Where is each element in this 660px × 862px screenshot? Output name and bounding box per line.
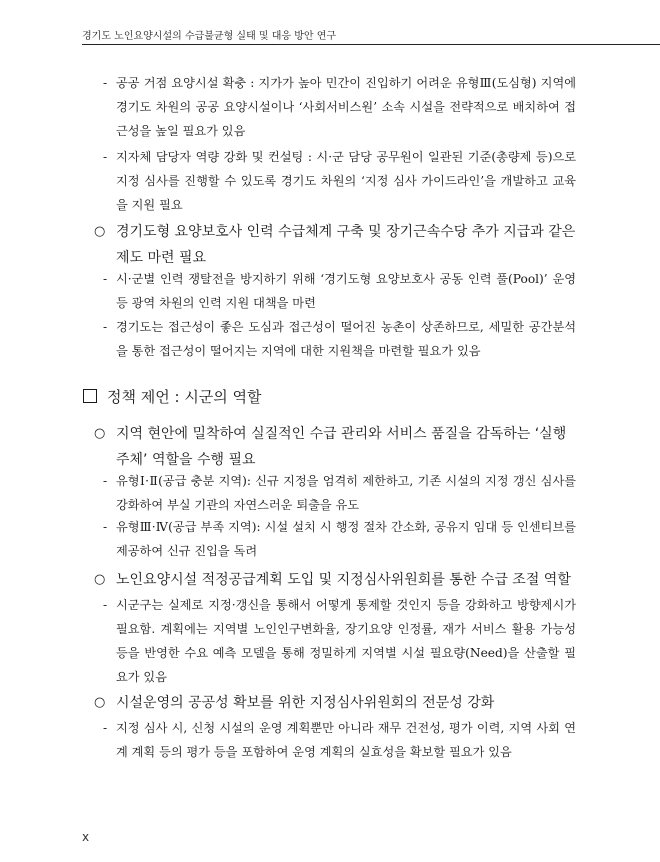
- checkbox-square-icon: [83, 389, 97, 403]
- bullet-spatial-analysis: [103, 315, 576, 363]
- bullet-type-1-2: [103, 469, 576, 517]
- dash-marker: -: [103, 150, 108, 164]
- item-text: 시설운영의 공공성 확보를 위한 지정심사위원회의 전문성 강화: [116, 695, 495, 711]
- dash-marker: -: [103, 520, 108, 534]
- header-rule: [82, 44, 660, 45]
- bullet-local-capacity: [103, 145, 576, 217]
- running-header: 경기도 노인요양시설의 수급불균형 실태 및 대응 방안 연구: [82, 31, 337, 42]
- item-execution-role: [94, 421, 580, 473]
- item-text: 노인요양시설 적정공급계획 도입 및 지정심사위원회를 통한 수급 조절 역할: [116, 572, 571, 588]
- circle-marker: ○: [94, 426, 106, 441]
- dash-marker: -: [103, 474, 108, 488]
- bullet-text: 시·군별 인력 쟁탈전을 방지하기 위해 ‘경기도형 요양보호사 공동 인력 풀(Pool)’ 운영 등 광역 차원의 인력 지원 대책을 마련: [116, 272, 576, 310]
- dash-marker: -: [103, 721, 108, 735]
- circle-marker: ○: [94, 695, 106, 710]
- page-number: x: [82, 830, 90, 844]
- item-supply-plan: [94, 567, 580, 593]
- circle-marker: ○: [94, 572, 106, 587]
- circle-marker: ○: [94, 224, 106, 239]
- bullet-public-facility: [103, 71, 576, 143]
- dash-marker: -: [103, 598, 108, 612]
- bullet-text: 지자체 담당자 역량 강화 및 컨설팅 : 시·군 담당 공무원이 일관된 기준(총량제 등)으로 지정 심사를 진행할 수 있도록 경기도 차원의 ‘지정 심사 가이드라인’을 개발하고 교육을 지원 필요: [116, 150, 576, 212]
- bullet-text: 유형Ⅰ·Ⅱ(공급 충분 지역): 신규 지정을 엄격히 제한하고, 기존 시설의 지정 갱신 심사를 강화하여 부실 기관의 자연스러운 퇴출을 유도: [116, 474, 576, 512]
- item-committee-expertise: [94, 690, 580, 716]
- bullet-text: 시군구는 실제로 지정·갱신을 통해서 어떻게 통제할 것인지 등을 강화하고 방향제시가 필요함. 계획에는 지역별 노인인구변화율, 장기요양 인정률, 재가 서비스 활용 가능성 등을 반영한 수요 예측 모델을 통해 정밀하게 지역별 시설 필요량(Need)을 산출할 필요가 있음: [116, 598, 576, 684]
- bullet-manpower-pool: [103, 267, 576, 315]
- bullet-review-criteria: [103, 716, 576, 764]
- bullet-demand-forecast: [103, 593, 576, 689]
- item-text: 경기도형 요양보호사 인력 수급체계 구축 및 장기근속수당 추가 지급과 같은 제도 마련 필요: [116, 224, 576, 266]
- bullet-text: 지정 심사 시, 신청 시설의 운영 계획뿐만 아니라 재무 건전성, 평가 이력, 지역 사회 연계 계획 등의 평가 등을 포함하여 운영 계획의 실효성을 확보할 필요가 있음: [116, 721, 576, 759]
- section-title: 정책 제언 : 시군의 역할: [107, 388, 262, 406]
- dash-marker: -: [103, 76, 108, 90]
- bullet-text: 유형Ⅲ·Ⅳ(공급 부족 지역): 시설 설치 시 행정 절차 간소화, 공유지 임대 등 인센티브를 제공하여 신규 진입을 독려: [116, 520, 576, 558]
- item-text: 지역 현안에 밀착하여 실질적인 수급 관리와 서비스 품질을 감독하는 ‘실행 주체’ 역할을 수행 필요: [116, 426, 567, 468]
- dash-marker: -: [103, 320, 108, 334]
- item-caregiver-system: [94, 219, 580, 271]
- dash-marker: -: [103, 272, 108, 286]
- section-heading: [83, 384, 583, 410]
- bullet-text: 공공 거점 요양시설 확충 : 지가가 높아 민간이 진입하기 어려운 유형Ⅲ(도심형) 지역에 경기도 차원의 공공 요양시설이나 ‘사회서비스원’ 소속 시설을 전략적으로 배치하여 접근성을 높일 필요가 있음: [116, 76, 576, 138]
- bullet-text: 경기도는 접근성이 좋은 도심과 접근성이 떨어진 농촌이 상존하므로, 세밀한 공간분석을 통한 접근성이 떨어지는 지역에 대한 지원책을 마련할 필요가 있음: [116, 320, 576, 358]
- bullet-type-3-4: [103, 515, 576, 563]
